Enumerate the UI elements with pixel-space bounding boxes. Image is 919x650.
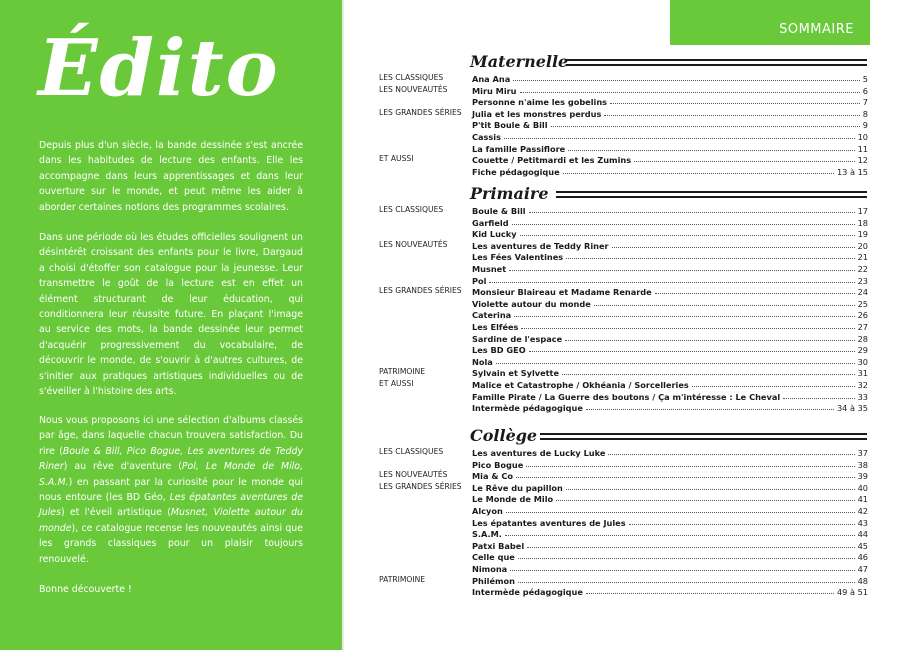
toc-entry-page: 25 xyxy=(857,298,868,309)
toc-entry[interactable] xyxy=(472,153,868,165)
italic-run: Musnet, Violette autour du monde xyxy=(39,507,303,534)
toc-entry-page: 10 xyxy=(857,132,868,142)
toc-entry-page: 38 xyxy=(857,459,868,470)
dot-leader xyxy=(568,150,854,151)
toc-entry[interactable] xyxy=(472,320,868,332)
toc-entry-page: 46 xyxy=(857,552,868,563)
text-run: ) en passant par la curiosité pour le monde qui nous entoure (les BD Géo, xyxy=(39,476,303,504)
dot-leader xyxy=(518,582,855,583)
toc-entry-title: S.A.M. xyxy=(472,529,502,540)
toc-entry[interactable] xyxy=(472,481,868,493)
toc-entry-title: Violette autour du monde xyxy=(472,298,591,309)
toc-entry[interactable] xyxy=(472,504,868,516)
toc-entry[interactable] xyxy=(472,204,868,216)
dot-leader xyxy=(692,386,855,387)
toc-entry-page: 19 xyxy=(857,229,868,240)
toc-entry[interactable] xyxy=(472,390,868,402)
dot-leader xyxy=(610,103,860,104)
toc-entry-title: Alcyon xyxy=(472,506,503,516)
toc-entry-title: La famille Passiflore xyxy=(472,143,566,154)
toc-entry[interactable] xyxy=(472,95,868,107)
toc-entry-page: 17 xyxy=(857,206,868,216)
toc-entry-title: Garfield xyxy=(472,217,509,228)
toc-entry[interactable] xyxy=(472,516,868,528)
category-label: ET AUSSI xyxy=(379,379,414,388)
toc-entry[interactable] xyxy=(472,446,868,458)
toc-entry-title: Les aventures de Teddy Riner xyxy=(472,240,609,251)
dot-leader xyxy=(527,547,854,548)
toc-entry-page: 26 xyxy=(857,310,868,321)
toc-entry[interactable] xyxy=(472,107,868,119)
toc-entry-title: Kid Lucky xyxy=(472,229,517,240)
dot-leader xyxy=(608,454,854,455)
toc-entry-title: Personne n'aime les gobelins xyxy=(472,97,608,108)
section-heading: Maternelle xyxy=(470,52,569,71)
toc-entry-page: 11 xyxy=(857,143,868,154)
toc-entry-title: Les Fées Valentines xyxy=(472,252,564,263)
toc-entry-title: Les BD GEO xyxy=(472,345,526,356)
toc-entry[interactable] xyxy=(472,142,868,154)
toc-entry-page: 18 xyxy=(857,217,868,228)
toc-entry-title: Musnet xyxy=(472,264,507,274)
category-label: ET AUSSI xyxy=(379,154,414,164)
category-label: LES CLASSIQUES xyxy=(379,447,444,456)
toc-entry[interactable] xyxy=(472,285,868,297)
category-label: LES NOUVEAUTÉS xyxy=(379,84,448,94)
toc-entry-page: 29 xyxy=(857,345,868,356)
dot-leader xyxy=(566,489,855,490)
toc-entry-page: 43 xyxy=(857,517,868,528)
toc-entry-page: 30 xyxy=(857,356,868,367)
dot-leader xyxy=(489,282,854,283)
toc-entry-title: Nimona xyxy=(472,564,508,574)
toc-entry[interactable] xyxy=(472,262,868,274)
section-heading: Primaire xyxy=(470,184,549,203)
category-label: LES NOUVEAUTÉS xyxy=(379,470,448,480)
dot-leader xyxy=(566,258,854,259)
toc-entry-page: 47 xyxy=(857,564,868,574)
text-run: ), ce catalogue recense les nouveautés ainsi que les grands classiques pour un plaisir toujours renouvelé. xyxy=(39,522,303,565)
dot-leader xyxy=(634,161,854,162)
toc-entry-page: 33 xyxy=(857,391,868,402)
italic-run: Les épatantes aventures de Jules xyxy=(39,492,303,519)
dot-leader xyxy=(520,235,855,236)
toc-entry-page: 20 xyxy=(857,240,868,251)
edito-paragraph-1: Depuis plus d'un siècle, la bande dessinée s'est ancrée dans les habitudes de lecture des enfants. Elle les accompagne dans leurs apprentissages et dans leur ouverture sur le monde, et peut même les aider à aborder certaines notions des programmes scolaires. xyxy=(39,140,303,213)
toc-entry-page: 28 xyxy=(857,333,868,344)
toc-entry-page: 32 xyxy=(857,380,868,390)
toc-entry[interactable] xyxy=(472,355,868,367)
toc-entry-page: 27 xyxy=(857,322,868,332)
toc-entry-page: 49 à 51 xyxy=(836,587,868,598)
dot-leader xyxy=(604,115,859,116)
toc-entry[interactable] xyxy=(472,118,868,130)
dot-leader xyxy=(556,500,854,501)
toc-entry[interactable] xyxy=(472,239,868,251)
toc-entry-page: 22 xyxy=(857,264,868,274)
toc-entry-title: Malice et Catastrophe / Okhéania / Sorcelleries xyxy=(472,380,689,390)
toc-entry-page: 48 xyxy=(857,575,868,586)
section-heading: Collège xyxy=(470,426,538,445)
toc-entry[interactable] xyxy=(472,227,868,239)
toc-entry-title: Mia & Co xyxy=(472,471,513,482)
toc-entry[interactable] xyxy=(472,297,868,309)
toc-entry[interactable] xyxy=(472,574,868,586)
section-rule xyxy=(540,433,867,440)
toc-entry[interactable] xyxy=(472,216,868,228)
edito-paragraph-3 xyxy=(39,413,303,567)
dot-leader xyxy=(505,535,855,536)
category-label: LES GRANDES SÉRIES xyxy=(379,107,462,117)
toc-entry[interactable] xyxy=(472,250,868,262)
toc-entry-title: Pol xyxy=(472,275,487,286)
dot-leader xyxy=(514,316,854,317)
toc-entry-page: 5 xyxy=(862,74,868,84)
dot-leader xyxy=(518,558,855,559)
dot-leader xyxy=(521,328,854,329)
toc-entry-page: 42 xyxy=(857,506,868,516)
toc-entry-page: 21 xyxy=(857,252,868,263)
toc-entry[interactable] xyxy=(472,550,868,562)
toc-entry-page: 7 xyxy=(862,97,868,108)
toc-entry[interactable] xyxy=(472,366,868,378)
dot-leader xyxy=(506,512,855,513)
toc-entry-title: Boule & Bill xyxy=(472,206,526,216)
toc-entry-page: 31 xyxy=(857,368,868,379)
toc-entry-title: Celle que xyxy=(472,552,515,563)
toc-entry-page: 12 xyxy=(857,155,868,166)
category-label: LES CLASSIQUES xyxy=(379,205,444,214)
toc-entry-title: Intermède pédagogique xyxy=(472,587,583,598)
edito-panel xyxy=(0,0,342,650)
toc-entry-page: 39 xyxy=(857,471,868,482)
dot-leader xyxy=(509,270,854,271)
dot-leader xyxy=(526,466,854,467)
toc-entry[interactable] xyxy=(472,562,868,574)
toc-entry-page: 8 xyxy=(862,108,868,119)
dot-leader xyxy=(512,224,855,225)
text-run: ) et l'éveil artistique ( xyxy=(60,507,171,519)
sommaire-panel xyxy=(342,0,919,650)
sommaire-banner: SOMMAIRE xyxy=(670,0,870,45)
toc-entry[interactable] xyxy=(472,332,868,344)
section-rule xyxy=(566,59,867,66)
dot-leader xyxy=(510,570,854,571)
dot-leader xyxy=(565,340,854,341)
edito-paragraph-4: Bonne découverte ! xyxy=(39,584,132,595)
toc-entry-title: Pico Bogue xyxy=(472,459,524,470)
section-rule xyxy=(556,191,867,198)
category-label: LES CLASSIQUES xyxy=(379,73,444,82)
category-label: LES GRANDES SÉRIES xyxy=(379,481,462,491)
toc-entry[interactable] xyxy=(472,458,868,470)
dot-leader xyxy=(562,374,855,375)
toc-entry[interactable] xyxy=(472,469,868,481)
toc-entry-page: 37 xyxy=(857,448,868,458)
toc-entry-page: 6 xyxy=(862,85,868,96)
toc-entry-title: Le Rêve du papillon xyxy=(472,482,563,493)
text-run: Nous vous proposons ici une sélection d'albums classés par âge, dans laquelle chacun trouvera satisfaction. Du rire ( xyxy=(39,415,303,457)
toc-entry-page: 13 à 15 xyxy=(836,166,868,177)
toc-entry-page: 9 xyxy=(862,120,868,131)
dot-leader xyxy=(612,247,855,248)
dot-leader xyxy=(629,524,855,525)
dot-leader xyxy=(563,173,834,174)
toc-entry-page: 40 xyxy=(857,482,868,493)
toc-entry-title: Cassis xyxy=(472,132,501,142)
dot-leader xyxy=(655,293,855,294)
toc-entry-title: Monsieur Blaireau et Madame Renarde xyxy=(472,287,652,298)
toc-entry-title: Caterina xyxy=(472,310,512,321)
dot-leader xyxy=(513,80,860,81)
dot-leader xyxy=(496,363,855,364)
toc-entry[interactable] xyxy=(472,378,868,390)
toc-entry-title: Nola xyxy=(472,356,493,367)
toc-entry[interactable] xyxy=(472,343,868,355)
edito-paragraph-2: Dans une période où les études officielles soulignent un désintérêt croissant des enfants pour le livre, Dargaud a choisi d'étoffer son catalogue pour la jeunesse. Leur transmettre le goût de la lecture est en effet un élément structurant de leur éducation, qui conditionnera leur réussite future. En plaçant l'image au service des mots, la bande dessinée leur permet d'acquérir progressivement du vocabulaire, de découvrir le monde, de s'ouvrir à d'autres cultures, de s'initier aux pratiques artistiques individuelles ou de s'éveiller à l'histoire des arts. xyxy=(39,232,303,398)
toc-entry[interactable] xyxy=(472,130,868,142)
toc-entry-page: 23 xyxy=(857,275,868,286)
toc-entry[interactable] xyxy=(472,492,868,504)
toc-entry-page: 45 xyxy=(857,540,868,551)
dot-leader xyxy=(529,212,855,213)
dot-leader xyxy=(504,138,855,139)
edito-title: Édito xyxy=(38,23,280,114)
dot-leader xyxy=(551,126,860,127)
toc-entry-page: 24 xyxy=(857,287,868,298)
toc-entry-title: Famille Pirate / La Guerre des boutons / Ça m'intéresse : Le Cheval xyxy=(472,391,781,402)
toc-entry-title: Patxi Babel xyxy=(472,540,525,551)
italic-run: Boule & Bill, Pico Bogue, Les aventures de Teddy Riner xyxy=(39,445,303,473)
toc-entry-title: P'tit Boule & Bill xyxy=(472,120,548,131)
category-label: PATRIMOINE xyxy=(379,367,426,377)
toc-entry-title: Fiche pédagogique xyxy=(472,166,560,177)
category-label: LES NOUVEAUTÉS xyxy=(379,239,448,249)
toc-entry[interactable] xyxy=(472,165,868,177)
toc-entry-title: Philémon xyxy=(472,575,515,586)
dot-leader xyxy=(586,409,834,410)
toc-entry-title: Intermède pédagogique xyxy=(472,403,583,414)
toc-entry-title: Les aventures de Lucky Luke xyxy=(472,448,606,458)
toc-entry-title: Le Monde de Milo xyxy=(472,494,554,505)
toc-entry-title: Sylvain et Sylvette xyxy=(472,368,560,379)
toc-entry-page: 44 xyxy=(857,529,868,540)
toc-entry[interactable] xyxy=(472,401,868,413)
toc-entry-title: Sardine de l'espace xyxy=(472,333,563,344)
italic-run: Pol, Le Monde de Milo, S.A.M. xyxy=(39,461,304,488)
toc-entry-title: Les Elfées xyxy=(472,322,519,332)
dot-leader xyxy=(783,398,854,399)
toc-entry[interactable] xyxy=(472,274,868,286)
category-label: LES GRANDES SÉRIES xyxy=(379,286,462,296)
dot-leader xyxy=(516,477,855,478)
dot-leader xyxy=(520,92,860,93)
dot-leader xyxy=(586,593,834,594)
category-label: PATRIMOINE xyxy=(379,574,426,584)
dot-leader xyxy=(529,351,855,352)
toc-entry[interactable] xyxy=(472,527,868,539)
toc-entry-title: Couette / Petitmardi et les Zumins xyxy=(472,155,632,166)
toc-entry-page: 34 à 35 xyxy=(836,403,868,414)
toc-entry[interactable] xyxy=(472,308,868,320)
toc-entry[interactable] xyxy=(472,84,868,96)
toc-entry-title: Miru Miru xyxy=(472,85,517,96)
toc-entry[interactable] xyxy=(472,72,868,84)
text-run: ) au rêve d'aventure ( xyxy=(63,461,182,473)
toc-entry[interactable] xyxy=(472,539,868,551)
toc-entry-title: Les épatantes aventures de Jules xyxy=(472,517,626,528)
toc-entry-page: 41 xyxy=(857,494,868,505)
toc-entry-title: Ana Ana xyxy=(472,74,511,84)
toc-entry-title: Julia et les monstres perdus xyxy=(472,108,602,119)
dot-leader xyxy=(594,305,855,306)
toc-entry[interactable] xyxy=(472,585,868,597)
